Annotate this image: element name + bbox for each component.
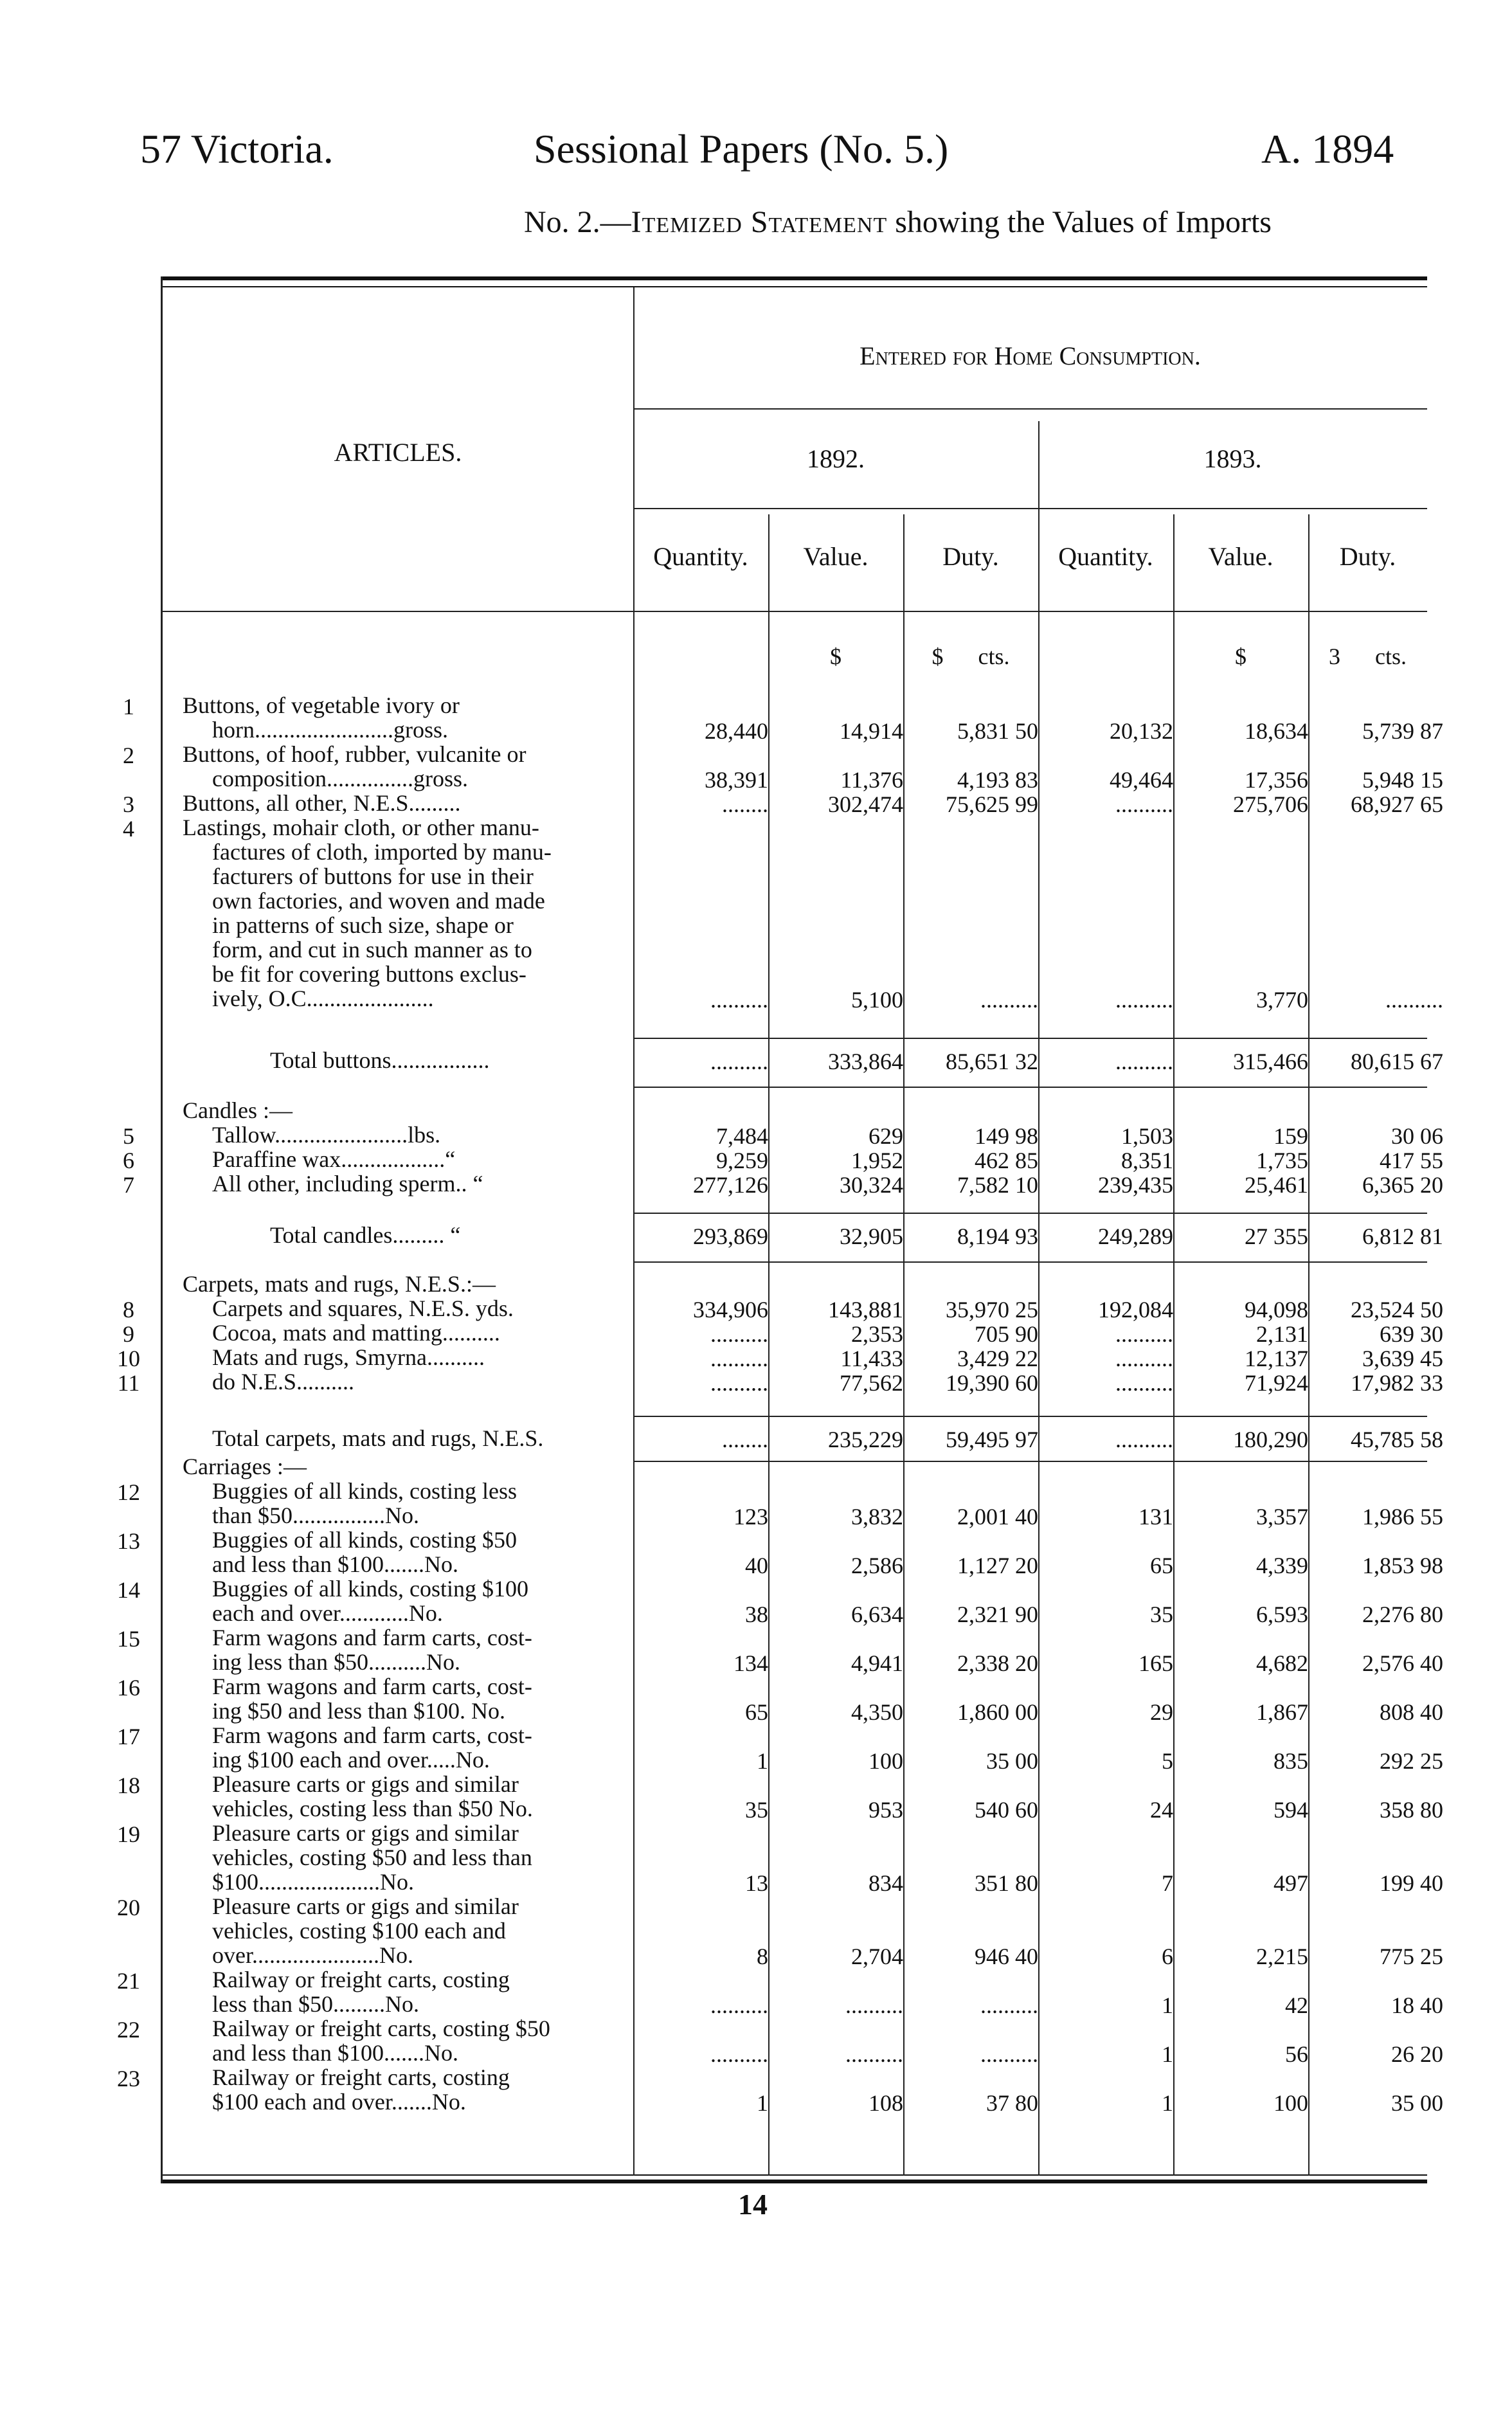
duty-1892-cell: 37 80 — [986, 2090, 1038, 2116]
year-1893-header: 1893. — [1203, 444, 1262, 473]
value-1892-cell: 953 — [869, 1797, 903, 1823]
article-label: composition...............gross. — [212, 766, 469, 791]
row-number: 22 — [117, 2017, 140, 2043]
value-1892-cell: 11,433 — [840, 1346, 903, 1371]
quantity-1892-cell: 13 — [745, 1870, 768, 1896]
duty-1893-cell: 68,927 65 — [1351, 791, 1443, 817]
header-right: A. 1894 — [1261, 126, 1394, 172]
subtitle-rest: showing the Values of Imports — [895, 205, 1272, 239]
total-carpets-rule — [633, 1416, 1427, 1417]
quantity-1893-cell: .......... — [1115, 791, 1173, 817]
row-number: 21 — [117, 1968, 140, 1994]
row-number: 1 — [123, 694, 134, 719]
duty-1893-cell: 3,639 45 — [1362, 1346, 1443, 1371]
duty-1893-cell: 17,982 33 — [1351, 1370, 1443, 1396]
value-1892-cell: 100 — [869, 1748, 903, 1774]
duty-1893-cell: 45,785 58 — [1351, 1427, 1443, 1452]
value-1892-cell: 629 — [869, 1123, 903, 1149]
total-candles-rule — [633, 1213, 1427, 1214]
quantity-1892-cell: 334,906 — [693, 1297, 768, 1323]
article-label: be fit for covering buttons exclus- — [212, 961, 526, 987]
quantity-1892-cell: 277,126 — [693, 1172, 768, 1198]
article-label: ing $50 and less than $100. No. — [212, 1698, 505, 1724]
quantity-1893-cell: .......... — [1115, 1427, 1173, 1452]
row-number: 18 — [117, 1773, 140, 1798]
row-number: 9 — [123, 1321, 134, 1347]
quantity-1893-cell: 165 — [1138, 1650, 1173, 1676]
duty-1893-cell: 5,948 15 — [1362, 767, 1443, 793]
table-subtitle — [524, 204, 1272, 240]
row-number: 11 — [117, 1370, 140, 1396]
quantity-1892-cell: 1 — [757, 1748, 768, 1774]
quantity-1892-cell: 28,440 — [705, 718, 768, 744]
duty-1892-header: Duty. — [942, 542, 999, 571]
home-consumption-header: Entered for Home Consumption. — [860, 341, 1201, 370]
duty-1893-cell: 775 25 — [1380, 1944, 1443, 1969]
value-1893-cell: 25,461 — [1245, 1172, 1308, 1198]
article-label: Buggies of all kinds, costing less — [212, 1478, 517, 1504]
value-1893-cell: 94,098 — [1245, 1297, 1308, 1323]
duty-1892-cell: 705 90 — [975, 1321, 1038, 1347]
quantity-1892-cell: 293,869 — [693, 1224, 768, 1249]
duty-1893-cell: 358 80 — [1380, 1797, 1443, 1823]
value-1892-header: Value. — [803, 542, 869, 571]
articles-header: ARTICLES. — [334, 438, 462, 467]
row-number: 7 — [123, 1172, 134, 1198]
quantity-1892-cell: 134 — [734, 1650, 768, 1676]
value-1892-cell: 4,941 — [851, 1650, 903, 1676]
duty-1893-cell: 6,365 20 — [1362, 1172, 1443, 1198]
quantity-1892-cell: ........ — [722, 1427, 768, 1452]
row-number: 2 — [123, 743, 134, 768]
quantity-1892-cell: 8 — [757, 1944, 768, 1969]
article-label: over......................No. — [212, 1942, 413, 1968]
quantity-1892-cell: 7,484 — [716, 1123, 768, 1149]
row-number: 23 — [117, 2066, 140, 2091]
value-1892-cell: 14,914 — [840, 718, 903, 744]
article-label: each and over............No. — [212, 1600, 443, 1626]
duty-1892-cell: 149 98 — [975, 1123, 1038, 1149]
duty-1892-cell: 7,582 10 — [957, 1172, 1038, 1198]
duty-1893-cell: 30 06 — [1391, 1123, 1443, 1149]
table-bottom-rule-thin — [161, 2174, 1427, 2176]
value-1892-cell: 5,100 — [851, 987, 903, 1013]
article-label: Carpets and squares, N.E.S. yds. — [212, 1296, 514, 1321]
quantity-1892-cell: 40 — [745, 1553, 768, 1578]
duty-1893-cell: .......... — [1385, 987, 1443, 1013]
value-1892-cell: 302,474 — [828, 791, 903, 817]
article-label: in patterns of such size, shape or — [212, 912, 514, 938]
value-1893-cell: 1,735 — [1256, 1148, 1308, 1173]
duty-1893-cell: 6,812 81 — [1362, 1224, 1443, 1249]
article-label: than $50................No. — [212, 1503, 419, 1528]
duty-1892-cell: 1,860 00 — [957, 1699, 1038, 1725]
article-label: less than $50.........No. — [212, 1991, 419, 2017]
quantity-1893-cell: 239,435 — [1098, 1172, 1173, 1198]
duty-1893-cell: 1,986 55 — [1362, 1504, 1443, 1530]
value-1892-cell: 6,634 — [851, 1602, 903, 1627]
article-label: Pleasure carts or gigs and similar — [212, 1820, 519, 1846]
value-1893-cell: 42 — [1285, 1992, 1308, 2018]
header-left: 57 Victoria. — [140, 126, 334, 172]
article-label: vehicles, costing $50 and less than — [212, 1845, 532, 1870]
article-label: do N.E.S.......... — [212, 1369, 355, 1395]
article-label: Paraffine wax..................“ — [212, 1146, 456, 1172]
quantity-1892-cell: 35 — [745, 1797, 768, 1823]
value-1892-cell: 2,353 — [851, 1321, 903, 1347]
duty-1892-cell: 946 40 — [975, 1944, 1038, 1969]
table-top-rule — [161, 276, 1427, 280]
quantity-1892-cell: 65 — [745, 1699, 768, 1725]
value-1893-cell: 2,215 — [1256, 1944, 1308, 1969]
value-1892-cell: .......... — [845, 1992, 903, 2018]
duty-1893-cell: 35 00 — [1391, 2090, 1443, 2116]
duty-1892-cell: 3,429 22 — [957, 1346, 1038, 1371]
duty-1892-cell: 4,193 83 — [957, 767, 1038, 793]
duty-1893-unit: 3 cts. — [1329, 644, 1407, 669]
value-1892-unit: $ — [830, 644, 842, 669]
article-label: and less than $100.......No. — [212, 1551, 458, 1577]
article-label: Mats and rugs, Smyrna.......... — [212, 1344, 485, 1370]
quantity-1893-cell: 5 — [1162, 1748, 1173, 1774]
duty-1892-cell: 351 80 — [975, 1870, 1038, 1896]
col-divider-5 — [1308, 514, 1310, 2176]
value-1892-cell: 333,864 — [828, 1049, 903, 1074]
quantity-1893-cell: 8,351 — [1121, 1148, 1173, 1173]
article-label: ively, O.C...................... — [212, 986, 434, 1011]
value-1892-cell: 3,832 — [851, 1504, 903, 1530]
duty-1893-cell: 2,576 40 — [1362, 1650, 1443, 1676]
article-label: vehicles, costing $100 each and — [212, 1918, 506, 1944]
row-number: 8 — [123, 1297, 134, 1323]
value-1893-cell: 12,137 — [1245, 1346, 1308, 1371]
value-1893-cell: 100 — [1274, 2090, 1308, 2116]
duty-1892-cell: .......... — [980, 2041, 1038, 2067]
value-1893-cell: 180,290 — [1233, 1427, 1308, 1452]
total-carpets-rule-bottom — [633, 1461, 1427, 1462]
article-label: Railway or freight carts, costing — [212, 2064, 510, 2090]
quantity-1893-cell: .......... — [1115, 1321, 1173, 1347]
value-1892-cell: 30,324 — [840, 1172, 903, 1198]
value-1893-cell: 18,634 — [1245, 718, 1308, 744]
article-label: form, and cut in such manner as to — [212, 937, 532, 962]
quantity-1892-cell: .......... — [710, 1321, 768, 1347]
article-label: All other, including sperm.. “ — [212, 1171, 483, 1196]
total-candles-rule-bottom — [633, 1261, 1427, 1263]
row-number: 17 — [117, 1724, 140, 1749]
value-1892-cell: .......... — [845, 2041, 903, 2067]
value-1892-cell: 1,952 — [851, 1148, 903, 1173]
quantity-1893-cell: 1,503 — [1121, 1123, 1173, 1149]
duty-1893-cell: 1,853 98 — [1362, 1553, 1443, 1578]
value-1893-cell: 275,706 — [1233, 791, 1308, 817]
value-1893-unit: $ — [1235, 644, 1246, 669]
row-number: 3 — [123, 791, 134, 817]
article-label: $100.....................No. — [212, 1869, 414, 1895]
total-buttons-rule-bottom — [633, 1087, 1427, 1088]
article-label: $100 each and over.......No. — [212, 2089, 466, 2115]
duty-1892-unit: $ cts. — [932, 644, 1010, 669]
article-label: facturers of buttons for use in their — [212, 863, 534, 889]
year-divider — [1038, 421, 1040, 2176]
quantity-1892-header: Quantity. — [653, 542, 748, 571]
duty-1892-cell: 2,001 40 — [957, 1504, 1038, 1530]
row-number: 15 — [117, 1626, 140, 1652]
quantity-1893-cell: 35 — [1150, 1602, 1173, 1627]
header-rule-columns — [161, 611, 1427, 612]
value-1893-cell: 71,924 — [1245, 1370, 1308, 1396]
row-number: 12 — [117, 1479, 140, 1505]
quantity-1893-cell: .......... — [1115, 1370, 1173, 1396]
year-1892-header: 1892. — [807, 444, 865, 473]
duty-1893-cell: 26 20 — [1391, 2041, 1443, 2067]
row-number: 5 — [123, 1123, 134, 1149]
duty-1892-cell: 19,390 60 — [946, 1370, 1038, 1396]
quantity-1893-cell: .......... — [1115, 1346, 1173, 1371]
value-1893-cell: 497 — [1274, 1870, 1308, 1896]
article-label: vehicles, costing less than $50 No. — [212, 1796, 533, 1821]
article-label: horn........................gross. — [212, 717, 448, 743]
value-1893-header: Value. — [1208, 542, 1274, 571]
quantity-1893-cell: 1 — [1162, 2090, 1173, 2116]
row-number: 14 — [117, 1577, 140, 1603]
article-label: Carriages :— — [183, 1454, 307, 1479]
article-label: Pleasure carts or gigs and similar — [212, 1771, 519, 1797]
page-number: 14 — [738, 2188, 768, 2221]
duty-1892-cell: 5,831 50 — [957, 718, 1038, 744]
value-1893-cell: 4,339 — [1256, 1553, 1308, 1578]
row-number: 19 — [117, 1821, 140, 1847]
quantity-1892-cell: 9,259 — [716, 1148, 768, 1173]
quantity-1893-cell: 29 — [1150, 1699, 1173, 1725]
article-label: Farm wagons and farm carts, cost- — [212, 1625, 532, 1650]
quantity-1892-cell: 123 — [734, 1504, 768, 1530]
article-label: Farm wagons and farm carts, cost- — [212, 1674, 532, 1699]
duty-1892-cell: 1,127 20 — [957, 1553, 1038, 1578]
duty-1892-cell: .......... — [980, 1992, 1038, 2018]
quantity-1893-cell: 49,464 — [1110, 767, 1173, 793]
value-1893-cell: 315,466 — [1233, 1049, 1308, 1074]
article-label: Buttons, all other, N.E.S......... — [183, 790, 461, 816]
quantity-1893-cell: 131 — [1138, 1504, 1173, 1530]
header-center: Sessional Papers (No. 5.) — [534, 126, 949, 172]
quantity-1892-cell: 38 — [745, 1602, 768, 1627]
value-1892-cell: 108 — [869, 2090, 903, 2116]
article-label: Buttons, of hoof, rubber, vulcanite or — [183, 741, 526, 767]
value-1893-cell: 3,357 — [1256, 1504, 1308, 1530]
table-left-border — [161, 276, 163, 2183]
value-1892-cell: 143,881 — [828, 1297, 903, 1323]
value-1893-cell: 27 355 — [1245, 1224, 1308, 1249]
quantity-1892-cell: .......... — [710, 987, 768, 1013]
value-1893-cell: 1,867 — [1256, 1699, 1308, 1725]
duty-1893-header: Duty. — [1339, 542, 1396, 571]
subtitle-smallcaps: Itemized Statement — [631, 205, 888, 239]
article-label: Total candles......... “ — [270, 1222, 461, 1248]
duty-1892-cell: 540 60 — [975, 1797, 1038, 1823]
duty-1892-cell: 85,651 32 — [946, 1049, 1038, 1074]
duty-1892-cell: 8,194 93 — [957, 1224, 1038, 1249]
article-label: Farm wagons and farm carts, cost- — [212, 1722, 532, 1748]
table-bottom-rule — [161, 2180, 1427, 2183]
duty-1893-cell: 23,524 50 — [1351, 1297, 1443, 1323]
quantity-1893-cell: 1 — [1162, 1992, 1173, 2018]
duty-1893-cell: 808 40 — [1380, 1699, 1443, 1725]
quantity-1893-cell: 20,132 — [1110, 718, 1173, 744]
quantity-1893-cell: .......... — [1115, 987, 1173, 1013]
quantity-1893-cell: 249,289 — [1098, 1224, 1173, 1249]
article-label: Candles :— — [183, 1097, 292, 1123]
value-1892-cell: 32,905 — [840, 1224, 903, 1249]
value-1893-cell: 835 — [1274, 1748, 1308, 1774]
article-label: Buggies of all kinds, costing $100 — [212, 1576, 528, 1602]
duty-1893-cell: 639 30 — [1380, 1321, 1443, 1347]
article-label: and less than $100.......No. — [212, 2040, 458, 2066]
duty-1892-cell: 75,625 99 — [946, 791, 1038, 817]
article-label: Tallow.......................lbs. — [212, 1122, 441, 1148]
row-number: 13 — [117, 1528, 140, 1554]
header-rule-years — [633, 508, 1427, 509]
duty-1893-cell: 292 25 — [1380, 1748, 1443, 1774]
duty-1892-cell: .......... — [980, 987, 1038, 1013]
value-1892-cell: 2,704 — [851, 1944, 903, 1969]
article-label: Buttons, of vegetable ivory or — [183, 692, 460, 718]
quantity-1893-cell: 65 — [1150, 1553, 1173, 1578]
total-buttons-rule — [633, 1038, 1427, 1039]
duty-1892-cell: 2,321 90 — [957, 1602, 1038, 1627]
article-label: own factories, and woven and made — [212, 888, 545, 914]
duty-1893-cell: 80,615 67 — [1351, 1049, 1443, 1074]
article-label: Total buttons................. — [270, 1047, 490, 1073]
value-1892-cell: 2,586 — [851, 1553, 903, 1578]
duty-1893-cell: 199 40 — [1380, 1870, 1443, 1896]
quantity-1892-cell: 38,391 — [705, 767, 768, 793]
duty-1892-cell: 35 00 — [986, 1748, 1038, 1774]
quantity-1893-cell: .......... — [1115, 1049, 1173, 1074]
row-number: 20 — [117, 1895, 140, 1920]
col-divider-2 — [903, 514, 905, 2176]
quantity-1892-cell: 1 — [757, 2090, 768, 2116]
article-label: Lastings, mohair cloth, or other manu- — [183, 815, 539, 840]
article-label: Total carpets, mats and rugs, N.E.S. — [212, 1425, 544, 1451]
quantity-1892-cell: ........ — [722, 791, 768, 817]
article-label: Carpets, mats and rugs, N.E.S.:— — [183, 1271, 496, 1297]
duty-1893-cell: 5,739 87 — [1362, 718, 1443, 744]
article-label: ing less than $50..........No. — [212, 1649, 460, 1675]
value-1893-cell: 4,682 — [1256, 1650, 1308, 1676]
row-number: 4 — [123, 816, 134, 842]
quantity-1892-cell: .......... — [710, 1370, 768, 1396]
value-1893-cell: 56 — [1285, 2041, 1308, 2067]
duty-1892-cell: 462 85 — [975, 1148, 1038, 1173]
value-1892-cell: 235,229 — [828, 1427, 903, 1452]
quantity-1892-cell: .......... — [710, 1346, 768, 1371]
quantity-1893-cell: 7 — [1162, 1870, 1173, 1896]
duty-1893-cell: 417 55 — [1380, 1148, 1443, 1173]
value-1893-cell: 6,593 — [1256, 1602, 1308, 1627]
duty-1893-cell: 2,276 80 — [1362, 1602, 1443, 1627]
quantity-1893-cell: 24 — [1150, 1797, 1173, 1823]
duty-1892-cell: 2,338 20 — [957, 1650, 1038, 1676]
value-1893-cell: 594 — [1274, 1797, 1308, 1823]
quantity-1892-cell: .......... — [710, 1049, 768, 1074]
row-number: 16 — [117, 1675, 140, 1701]
header-rule-group — [633, 408, 1427, 410]
quantity-1892-cell: .......... — [710, 2041, 768, 2067]
value-1893-cell: 2,131 — [1256, 1321, 1308, 1347]
quantity-1893-cell: 1 — [1162, 2041, 1173, 2067]
quantity-1892-cell: .......... — [710, 1992, 768, 2018]
article-label: Railway or freight carts, costing — [212, 1967, 510, 1992]
row-number: 6 — [123, 1148, 134, 1173]
col-divider-1 — [768, 514, 770, 2176]
article-label: Railway or freight carts, costing $50 — [212, 2016, 550, 2041]
quantity-1893-header: Quantity. — [1058, 542, 1153, 571]
article-label: Buggies of all kinds, costing $50 — [212, 1527, 517, 1553]
duty-1892-cell: 59,495 97 — [946, 1427, 1038, 1452]
duty-1893-cell: 18 40 — [1391, 1992, 1443, 2018]
value-1893-cell: 159 — [1274, 1123, 1308, 1149]
value-1893-cell: 3,770 — [1256, 987, 1308, 1013]
article-label: ing $100 each and over.....No. — [212, 1747, 490, 1773]
article-label: factures of cloth, imported by manu- — [212, 839, 552, 865]
duty-1892-cell: 35,970 25 — [946, 1297, 1038, 1323]
value-1892-cell: 4,350 — [851, 1699, 903, 1725]
value-1892-cell: 11,376 — [840, 767, 903, 793]
article-label: Cocoa, mats and matting.......... — [212, 1320, 500, 1346]
quantity-1893-cell: 6 — [1162, 1944, 1173, 1969]
article-label: Pleasure carts or gigs and similar — [212, 1893, 519, 1919]
quantity-1893-cell: 192,084 — [1098, 1297, 1173, 1323]
value-1893-cell: 17,356 — [1245, 767, 1308, 793]
value-1892-cell: 834 — [869, 1870, 903, 1896]
subtitle-number: No. 2.— — [524, 205, 631, 239]
row-number: 10 — [117, 1346, 140, 1371]
value-1892-cell: 77,562 — [840, 1370, 903, 1396]
col-divider-4 — [1173, 514, 1174, 2176]
table-top-rule-thin — [161, 286, 1427, 287]
